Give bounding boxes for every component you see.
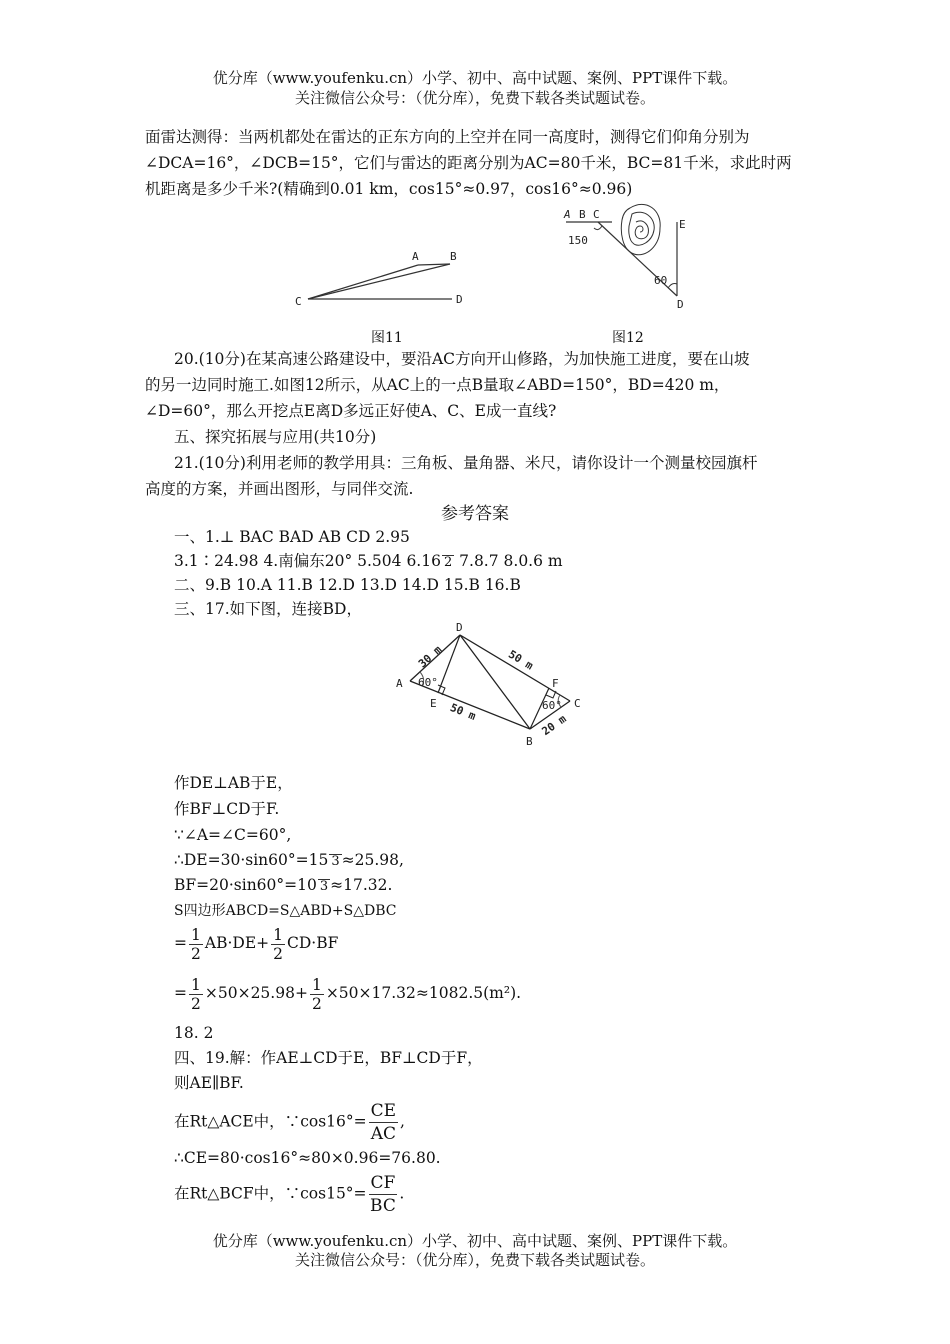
fig12-label-e: E	[679, 218, 686, 231]
figure-11	[290, 245, 480, 315]
fig12-label-d: D	[677, 298, 684, 311]
fig17-label-d: D	[456, 621, 463, 634]
fig17-label-a: A	[396, 677, 403, 690]
sol17-line-4: ∴DE=30·sin60°=15 3 ≈25.98,	[174, 851, 404, 869]
sqrt-3-b: 3	[319, 879, 329, 894]
sol19-line-5: 在Rt△BCF中，∵cos15°= $\frac{CF}{BC}$ .	[174, 1173, 405, 1216]
answer-18: 18. 2	[174, 1024, 214, 1042]
q19-line-2: ∠DCA=16°，∠DCB=15°，它们与雷达的距离分别为AC=80千米，BC=81千米，求此时两	[145, 154, 792, 172]
header-line-2: 关注微信公众号：（优分库），免费下载各类试题试卷。	[294, 89, 655, 107]
sol19-line-2: 则AE∥BF.	[174, 1074, 244, 1092]
fig11-label-d: D	[456, 293, 463, 306]
sol17-line-2: 作BF⊥CD于F.	[174, 800, 280, 818]
section-5-heading: 五、探究拓展与应用(共10分)	[174, 428, 377, 446]
answers-title: 参考答案	[441, 504, 509, 524]
fraction-half-3: $\frac{1}{2}$	[191, 975, 201, 1013]
fig17-angle-c: 60°	[542, 699, 562, 712]
sol19-line-3: 在Rt△ACE中，∵cos16°= $\frac{CE}{AC}$ ,	[174, 1101, 405, 1144]
fig12-label-b: B	[579, 208, 586, 221]
q20-line-2: 的另一边同时施工.如图12所示，从AC上的一点B量取∠ABD=150°，BD=420 m，	[145, 376, 730, 394]
sol17-line-7: = $\frac{1}{2}$ AB·DE+ $\frac{1}{2}$ CD·BF	[174, 925, 339, 963]
fig11-label-c: C	[295, 295, 302, 308]
fig17-side-ad: 30 m	[415, 642, 445, 671]
q19-line-3: 机距离是多少千米?(精确到0.01 km，cos15°≈0.97，cos16°≈0.96)	[145, 180, 633, 198]
q21-line-2: 高度的方案，并画出图形，与同伴交流.	[145, 480, 414, 498]
fig17-side-ab: 50 m	[448, 700, 478, 723]
fig17-label-e: E	[430, 697, 437, 710]
sol17-line-1: 作DE⊥AB于E，	[174, 774, 293, 792]
fig12-label-c: C	[593, 208, 600, 221]
sol17-line-5: BF=20·sin60°=10 3 ≈17.32.	[174, 876, 393, 894]
q21-line-1: 21.(10分)利用老师的教学用具：三角板、量角器、米尺，请你设计一个测量校园旗杆	[174, 454, 758, 472]
fig11-caption: 图11	[371, 330, 403, 346]
footer-line-2: 关注微信公众号：（优分库），免费下载各类试题试卷。	[294, 1251, 655, 1269]
q19-line-1: 面雷达测得：当两机都处在雷达的正东方向的上空并在同一高度时，测得它们仰角分别为	[145, 128, 750, 146]
answer-line-1: 一、1.⊥ BAC BAD AB CD 2.95	[174, 528, 410, 546]
sol19-line-4: ∴CE=80·cos16°≈80×0.96=76.80.	[174, 1149, 441, 1167]
header-line-1: 优分库（www.youfenku.cn）小学、初中、高中试题、案例、PPT课件下载。	[212, 69, 738, 87]
q20-line-3: ∠D=60°，那么开挖点E离D多远正好使A、C、E成一直线?	[145, 402, 557, 420]
fraction-ce-ac: $\frac{CE}{AC}$	[370, 1101, 397, 1144]
answer-line-2: 3.1∶24.98 4.南偏东20° 5.504 6.16 2 7.8.7 8.0.6 m	[174, 552, 563, 570]
answer-line-4: 三、17.如下图，连接BD，	[174, 600, 362, 618]
fig11-label-a: A	[412, 250, 419, 263]
mountain-icon	[621, 204, 660, 254]
fig17-side-bc: 20 m	[539, 712, 569, 739]
footer-line-1: 优分库（www.youfenku.cn）小学、初中、高中试题、案例、PPT课件下载。	[212, 1232, 738, 1250]
figure-17	[390, 615, 590, 750]
fraction-cf-bc: $\frac{CF}{BC}$	[370, 1173, 396, 1216]
sol17-line-8: = $\frac{1}{2}$ ×50×25.98+ $\frac{1}{2}$ ×50×17.32≈1082.5(m²).	[174, 975, 522, 1013]
q20-line-1: 20.(10分)在某高速公路建设中，要沿AC方向开山修路，为加快施工进度，要在山坡	[174, 350, 750, 368]
sqrt-2: 2	[443, 555, 453, 570]
fraction-half-4: $\frac{1}{2}$	[311, 975, 322, 1013]
fig17-label-b: B	[526, 735, 533, 748]
fig12-angle-b: 150	[568, 234, 588, 247]
fig17-angle-a: 60°	[418, 676, 438, 689]
fig12-label-a: A	[564, 208, 571, 221]
fig12-caption: 图12	[612, 330, 644, 346]
sol19-line-1: 四、19.解：作AE⊥CD于E，BF⊥CD于F，	[174, 1049, 483, 1067]
sol17-line-3: ∵∠A=∠C=60°,	[174, 826, 292, 844]
fig17-label-c: C	[574, 697, 581, 710]
answer-line-3: 二、9.B 10.A 11.B 12.D 13.D 14.D 15.B 16.B	[174, 576, 521, 594]
fig11-label-b: B	[450, 250, 457, 263]
fig17-side-dc: 50 m	[506, 647, 536, 673]
fraction-half-2: $\frac{1}{2}$	[273, 925, 283, 963]
fig12-angle-d: 60	[654, 274, 668, 287]
sqrt-3-a: 3	[331, 854, 340, 869]
fraction-half-1: $\frac{1}{2}$	[191, 925, 201, 963]
fig17-label-f: F	[552, 677, 559, 690]
figure-12	[560, 198, 700, 313]
sol17-line-6: S四边形ABCD=S△ABD+S△DBC	[174, 903, 397, 919]
